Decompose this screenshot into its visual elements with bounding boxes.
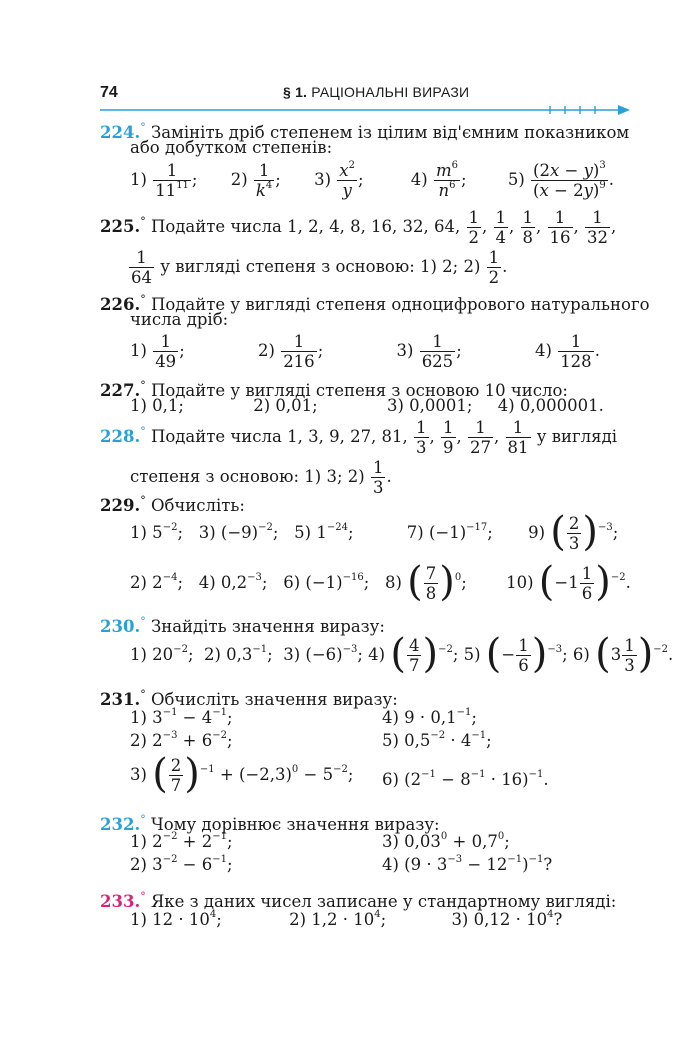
problem-232-item4: 4) $(9 \cdot 3^{-3} - 12^{-1})^{-1}$? bbox=[382, 854, 553, 874]
problem-232-item2: 2) $3^{-2} - 6^{-1}$; bbox=[130, 854, 233, 874]
item-label: 4) bbox=[410, 170, 428, 189]
fraction-den: 27 bbox=[470, 438, 492, 457]
fraction-den: 4 bbox=[495, 228, 507, 247]
problem-229-row1: 1) $5^{-2}$; 3) $(-9)^{-2}$; 5) $1^{-24}$; 7) $(-1)^{-17}$; 9) ( $\frac{2}{3}$ )$^{-3}$; bbox=[130, 508, 619, 555]
problem-229-row2: 2) $2^{-4}$; 4) $0,2^{-3}$; 6) $(-1)^{-16}$; 8) ( $\frac{7}{8}$ )$^0$; 10) (−1 $\frac{1}{6}$ )$^{-2}$. bbox=[130, 558, 631, 605]
problem-number: 226. bbox=[100, 295, 141, 314]
problem-226-line2: числа дріб: bbox=[130, 310, 229, 329]
problem-225-line1: 225.° Подайте числа 1, 2, 4, 8, 16, 32, 64, $\frac{1}{2}$ , $\frac{1}{4}$ , $\frac{1}{8}$ , $\frac{1}{16}$ , $\frac{1}{32}$ , bbox=[100, 208, 617, 247]
problem-232-item3: 3) $0,03^0 + 0,7^0$; bbox=[382, 831, 510, 851]
fraction-den: 625 bbox=[421, 352, 454, 371]
problem-228-line2: степеня з основою: 1) 3; 2) $\frac{1}{3}$ . bbox=[130, 458, 392, 497]
section-mark: § 1. bbox=[283, 84, 308, 100]
problem-number: 233. bbox=[100, 892, 141, 911]
fraction-den: 216 bbox=[283, 352, 315, 371]
item: 3) 0,0001; bbox=[386, 396, 473, 415]
problem-231-item1: 1) $3^{-1} - 4^{-1}$; bbox=[130, 707, 233, 727]
problem-text: Замініть дріб степенем із цілим від'ємним показником bbox=[150, 123, 630, 142]
problem-226-items: 1) $\frac{1}{49}$ ; 2) $\frac{1}{216}$ ; 3) $\frac{1}{625}$ ; 4) $\frac{1}{128}$ . bbox=[130, 332, 600, 371]
problem-228-line1: 228.° Подайте числа 1, 3, 9, 27, 81, $\frac{1}{3}$ , $\frac{1}{9}$ , $\frac{1}{27}$ , $\frac{1}{81}$ у вигляді bbox=[100, 418, 618, 457]
degree-mark: ° bbox=[140, 121, 146, 134]
fraction-den: 9 bbox=[443, 438, 454, 457]
problem-231-item5: 5) $0,5^{-2} \cdot 4^{-1}$; bbox=[382, 730, 492, 750]
fraction-den: 16 bbox=[549, 228, 571, 247]
degree-mark: ° bbox=[140, 215, 146, 228]
degree-mark: ° bbox=[140, 379, 146, 392]
problem-number: 228. bbox=[100, 427, 141, 446]
problem-number: 229. bbox=[100, 496, 141, 515]
problem-231-item6: 6) $(2^{-1} - 8^{-1} \cdot 16)^{-1}$. bbox=[382, 769, 549, 789]
degree-mark: ° bbox=[140, 890, 146, 903]
problem-number: 232. bbox=[100, 815, 141, 834]
problem-227-items bbox=[130, 396, 604, 416]
problem-number: 227. bbox=[100, 381, 141, 400]
problem-231-line1 bbox=[100, 685, 398, 710]
problem-text: Подайте у вигляді степеня з основою 10 число: bbox=[150, 381, 568, 400]
degree-mark: ° bbox=[140, 293, 146, 306]
problem-230-line1 bbox=[100, 612, 385, 637]
problem-233-items: 1) $12 \cdot 10^4$; 2) $1,2 \cdot 10^4$; 3) $0,12 \cdot 10^4$? bbox=[130, 909, 563, 929]
item-label: 3) bbox=[314, 170, 332, 189]
problem-text: Обчисліть: bbox=[150, 496, 245, 515]
problem-233-line1 bbox=[100, 887, 616, 912]
problem-229-line1 bbox=[100, 491, 245, 516]
fraction-den: 81 bbox=[507, 438, 529, 457]
fraction-den: 49 bbox=[155, 352, 177, 371]
degree-mark: ° bbox=[140, 425, 146, 438]
section-title-text: РАЦІОНАЛЬНІ ВИРАЗИ bbox=[311, 84, 470, 100]
problem-231-item4: 4) $9 \cdot 0,1^{-1}$; bbox=[382, 707, 477, 727]
problem-text: у вигляді bbox=[536, 427, 618, 446]
problem-text: степеня з основою: 1) 3; 2) bbox=[130, 467, 365, 486]
page-number: 74 bbox=[100, 84, 118, 101]
problem-text: Яке з даних чисел записане у стандартному вигляді: bbox=[150, 892, 617, 911]
item: 4) 0,000001. bbox=[497, 396, 604, 415]
degree-mark: ° bbox=[140, 813, 146, 826]
problem-text: у вигляді степеня з основою: 1) 2; 2) bbox=[160, 257, 481, 276]
item: 2) 0,01; bbox=[253, 396, 318, 415]
degree-mark: ° bbox=[140, 688, 146, 701]
fraction-den: 32 bbox=[587, 228, 609, 247]
problem-text: Подайте у вигляді степеня одноцифрового натурального bbox=[150, 295, 650, 314]
problem-232-item1: 1) $2^{-2} + 2^{-1}$; bbox=[130, 831, 233, 851]
problem-225-line2: $\frac{1}{64}$ у вигляді степеня з основою: 1) 2; 2) $\frac{1}{2}$ . bbox=[131, 248, 508, 287]
item: 1) 0,1; bbox=[130, 396, 184, 415]
fraction-den: 3 bbox=[416, 438, 427, 457]
header-rule-arrow bbox=[100, 105, 630, 115]
problem-number: 230. bbox=[100, 617, 141, 636]
item-label: 1) bbox=[130, 170, 147, 189]
section-title bbox=[283, 84, 469, 100]
problem-224-line2: або добутком степенів: bbox=[130, 138, 333, 157]
problem-number: 225. bbox=[100, 217, 141, 236]
problem-text: Чому дорівнює значення виразу: bbox=[150, 815, 440, 834]
problem-text: Подайте числа 1, 2, 4, 8, 16, 32, 64, bbox=[150, 217, 461, 236]
item-label: 2) bbox=[230, 170, 248, 189]
degree-mark: ° bbox=[140, 494, 146, 507]
problem-number: 224. bbox=[100, 123, 141, 142]
fraction-den: 2 bbox=[468, 228, 480, 247]
problem-number: 231. bbox=[100, 690, 141, 709]
problem-text: Подайте числа 1, 3, 9, 27, 81, bbox=[150, 427, 408, 446]
problem-231-item2: 2) $2^{-3} + 6^{-2}$; bbox=[130, 730, 233, 750]
fraction-den: 8 bbox=[522, 228, 534, 247]
problem-230-items: 1) $20^{-2}$; 2) $0,3^{-1}$; 3) $(-6)^{-3}$; 4) ( $\frac{4}{7}$ )$^{-2}$; 5) (− $\frac{1}{6}$ )$^{-3}$; 6) (3 $\frac{1}{3}$ )$^{-2}$. bbox=[130, 630, 674, 677]
fraction-den: 64 bbox=[131, 268, 152, 287]
problem-224-items: 1) $\frac{1}{11^{11}}$ ; 2) $\frac{1}{k^4}$ ; 3) $\frac{x^2}{y}$ ; 4) $\frac{m^6}{n^6}$ ; 5) $\frac{(2x - y)^3}{(x - 2y)^9}$ . bbox=[130, 160, 614, 200]
problem-text: Обчисліть значення виразу: bbox=[150, 690, 398, 709]
degree-mark: ° bbox=[140, 615, 146, 628]
problem-231-item3: 3) ( $\frac{2}{7}$ )$^{-1} + (-2,3)^0 - 5^{-2}$; bbox=[130, 750, 354, 797]
problem-text: Знайдіть значення виразу: bbox=[150, 617, 385, 636]
fraction-den: 128 bbox=[560, 352, 592, 371]
item-label: 5) bbox=[507, 170, 525, 189]
